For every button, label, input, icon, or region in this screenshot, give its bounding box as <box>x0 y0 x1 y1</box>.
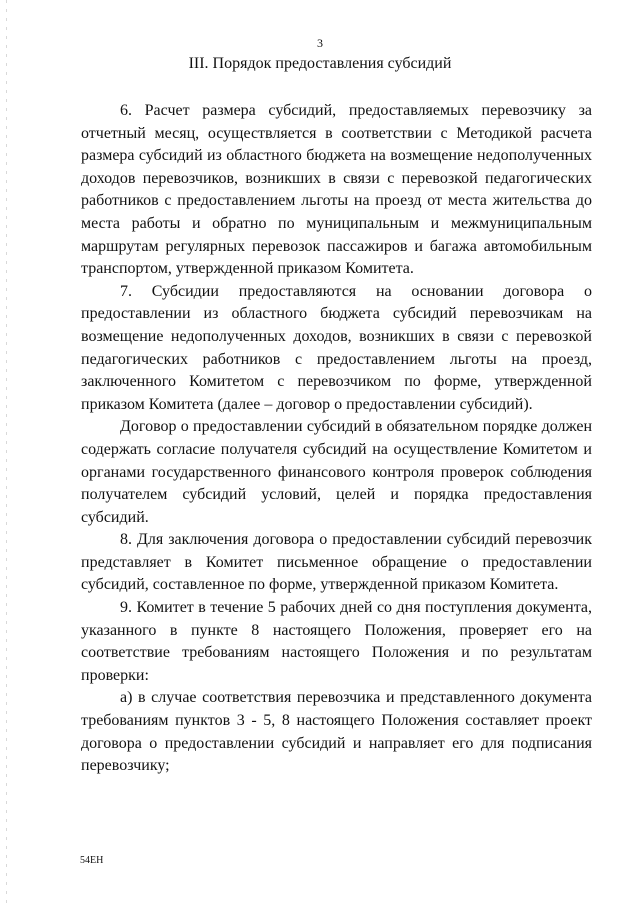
section-title: III. Порядок предоставления субсидий <box>188 55 452 72</box>
paragraph-7-contract: Договор о предоставлении субсидий в обязательном порядке должен содержать согласие получателя субсидий на осуществление Комитетом и органами государственного финансового контроля проверок соблюдения получателем субсидий условий, целей и порядка предоставления субсидий. <box>81 418 592 526</box>
scan-margin-line <box>6 0 7 905</box>
paragraph-9-a: а) в случае соответствия перевозчика и представленного документа требованиям пунктов 3 - 5, 8 настоящего Положения составляет проект договора о предоставлении субсидий и направляет его для подписания перевозчику; <box>81 689 592 775</box>
page-number: 3 <box>317 36 323 50</box>
document-body <box>81 100 592 778</box>
paragraph-6: 6. Расчет размера субсидий, предоставляемых перевозчику за отчетный месяц, осуществляется в соответствии с Методикой расчета размера субсидий из областного бюджета на возмещение недополученных доходов перевозчиков, возникших в связи с перевозкой педагогических работников с предоставлением льготы на проезд от места жительства до места работы и обратно по муниципальным и межмуниципальным маршрутам регулярных перевозок пассажиров и багажа автомобильным транспортом, утвержденной приказом Комитета. <box>81 102 592 278</box>
paragraph-7: 7. Субсидии предоставляются на основании договора о предоставлении из областного бюджета субсидий перевозчикам на возмещение недополученных доходов, возникших в связи с перевозкой педагогических работников с предоставлением льготы на проезд, заключенного Комитетом с перевозчиком по форме, утвержденной приказом Комитета (далее – договор о предоставлении субсидий). <box>81 282 592 413</box>
footer-code: 54ЕН <box>80 855 104 866</box>
paragraph-9: 9. Комитет в течение 5 рабочих дней со дня поступления документа, указанного в пункте 8 настоящего Положения, проверяет его на соответствие требованиям настоящего Положения и по результатам проверки: <box>81 599 592 684</box>
paragraph-8: 8. Для заключения договора о предоставлении субсидий перевозчик представляет в Комитет письменное обращение о предоставлении субсидий, составленное по форме, утвержденной приказом Комитета. <box>81 531 592 594</box>
